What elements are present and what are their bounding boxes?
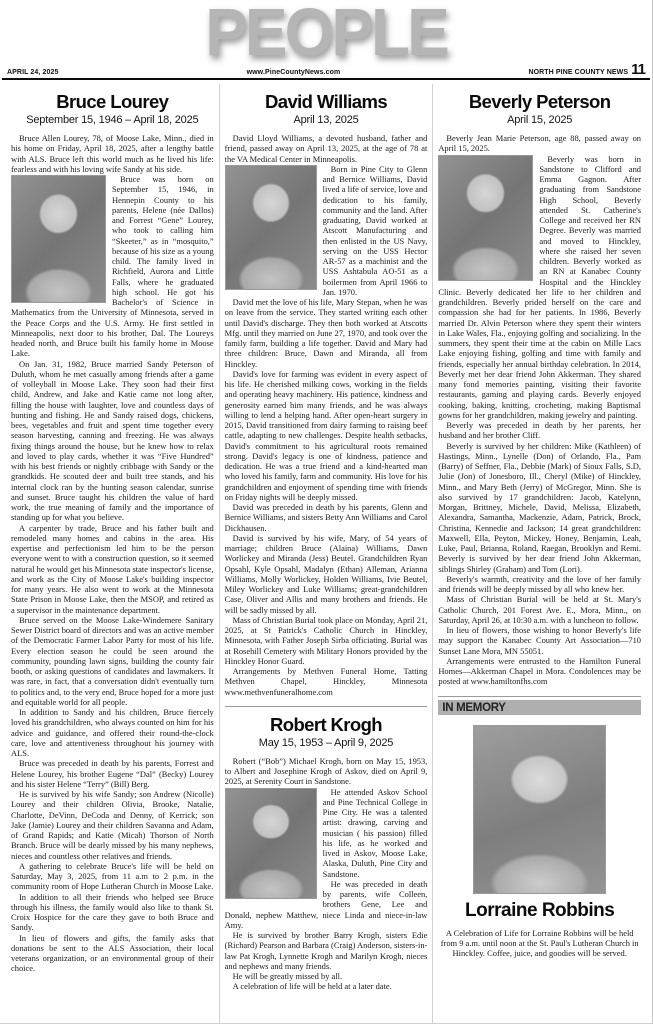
publication-name: NORTH PINE COUNTY NEWS (528, 69, 629, 76)
page-number: 11 (631, 61, 645, 78)
section-divider (225, 706, 428, 707)
in-memory-section (438, 700, 641, 959)
obit-paragraph: He is survived by his wife Sandy; son Andrew (Nicolle) Lourey and their children Olivia, Brooke, Natalie, Charlotte, DeVinn, DeCoda and Denny, of Kerrick; son Jake (Jamie) Lourey and their children Savanna and Adam, of Grand Rapids; and Katie (Micah) Thorson of North Branch. Bruce will be dearly missed by his many nephews, nieces and countless other relatives and friends. (11, 789, 214, 861)
obituary-body (11, 133, 214, 974)
obituary-name: Beverly Peterson (468, 91, 611, 112)
obituary-name: David Williams (265, 91, 388, 112)
obit-paragraph: Bruce was born on September 15, 1946, in Hennepin County to his parents, Helene (née Dallos) and Forrest “Gene” Lourey, who took to calling him “Skeeter,” as in “mosquito,” because of his size as a young child. The family lived in Richfield, Aurora and Little Falls, where he graduated high school. He got his Bachelor's of Science in Mathematics from the University of Minnesota, served in the Peace Corps and the U.S. Army. He first settled in Minneapolis, next door to his brother, Dal. The Loureys headed north, and Bruce built his family home in Moose Lake. (11, 174, 214, 359)
obituary-dates: May 15, 1953 – April 9, 2025 (258, 736, 394, 749)
obituary-name: Robert Krogh (270, 713, 383, 735)
issue-date: APRIL 24, 2025 (7, 69, 59, 76)
obit-paragraph: He was preceded in death by parents, wife Colleen, brothers Gene, Lee and Donald, nephew Matthew, niece Linda and niece-in-law Amy. (224, 878, 428, 930)
obit-paragraph: He is survived by brother Barry Krogh, sisters Edie (Richard) Pearson and Barbara (Craig) Anderson, sisters-in-law Pat Krogh, Lynnette Krogh and Marilyn Krogh, nieces and nephews and many friends. (224, 930, 428, 971)
obituary-name: Bruce Lourey (56, 91, 169, 112)
obit-paragraph: Beverly's warmth, creativity and the love of her family and friends will be deeply missed by all who knew her. (438, 573, 642, 594)
obit-paragraph: Bruce was preceded in death by his parents, Forrest and Helene Lourey, his brother Eugene “Dal” (Becky) Lourey and his sister Helene “Terry” (Bill) Berg. (11, 758, 214, 789)
in-memory-name: Lorraine Robbins (465, 899, 615, 921)
bruce-lourey-photo (11, 175, 106, 303)
obit-paragraph: Mass of Christian Burial took place on Monday, April 21, 2025, at St Patrick's Catholic Church in Hinckley, Minnesota, with Father Joseph Sirba officiating. Burial was at Rosehill Cemetery with Military Honors provided by the Hinckley Honor Guard. (224, 614, 428, 666)
obit-paragraph: Bruce Allen Lourey, 78, of Moose Lake, Minn., died in his home on Friday, April 18, 2025, after a lengthy battle with ALS. Bruce left this world much as he lived his life: fearless and with his loving wife Sandy at his side. (11, 133, 214, 174)
obit-paragraph: Robert (“Bob”) Michael Krogh, born on May 15, 1953, to Albert and Josephine Krogh of Askov, died on April 9, 2025, at Serenity Court in Sandstone. (224, 755, 428, 787)
obit-paragraph: In addition to Sandy and his children, Bruce fiercely loved his grandchildren, who always counted on him for his advice and guidance, and offered their round-the-clock care, love and attentiveness throughout his journey with ALS. (11, 707, 214, 758)
obit-paragraph: On Jan. 31, 1982, Bruce married Sandy Peterson of Duluth, whom he met casually among friends after a game of volleyball in Moose Lake. They soon had their first child, Andrew, and Jake and Katie came not long after, filling the house with laughter, love and countless days of hunting and fishing. He and Sandy raised dogs, chickens, bees, vegetables and fruit and spent time together every season harvesting, canning and freezing. He was always fixing things around the house, but he knew how to relax and loved to play cards, whether it was “Five Hundred” with his best friends or nightly cribbage with Sandy or the grandkids. He scouted deer and built tree stands, and his internal clock ran by the hunting season calendar, sunrise and sunset. Bruce taught his children the value of hard work, the true meaning of family and the importance of standing up for what you believe. (11, 358, 214, 523)
in-memory-text: A Celebration of Life for Lorraine Robbins will be held from 9 a.m. until noon at the St. Paul's Lutheran Church in Hinckley. Coffee, juice, and goodies will be served. (440, 927, 639, 958)
website-text: www.PineCountyNews.com (246, 69, 341, 76)
obit-paragraph: Born in Pine City to Glenn and Bernice Williams, David lived a life of service, love and dedication to his family, community and the land. After graduating, David worked at Atscott Manufacturing and then enlisted in the US Navy, serving on the USS Hector AR-57 as a machinist and the USS Ashtabula AO-51 as a boilermen from April 1966 to Jan. 1970. (322, 163, 428, 297)
publication-group (528, 61, 645, 78)
obit-paragraph: David met the love of his life, Mary Stepan, when he was on leave from the service. They started writing each other until David's discharge. They then both worked at Atscotts Mfg. until they married on June 27, 1970, and took over the family farm, building a life together. David and Mary had three children: Bruce, Dawn and Miranda, all from Hinckley. (224, 297, 428, 369)
column-2 (219, 84, 433, 1024)
obit-paragraph: Bruce served on the Moose Lake-Windemere Sanitary Sewer District board of directors and was an active member of the Democratic Farmer Labor Party for most of his life. Every election season he could be seen around the community, pounding lawn signs, building the county fair booth, or asking questions of candidates and lawmakers. It was rare, in fact, that a conversation didn't eventually turn to politics and, to the very end, Bruce hoped for a more just and equitable world for all people. (11, 614, 214, 707)
beverly-peterson-photo (438, 155, 533, 281)
obituary-david-williams (225, 92, 428, 697)
obit-paragraph: David Lloyd Williams, a devoted husband, father and friend, passed away on April 13, 2025, at the age of 78 at the VA Medical Center in Minneapolis. (224, 133, 428, 164)
obituary-dates: April 13, 2025 (293, 114, 359, 126)
obit-paragraph: Beverly was preceded in death by her parents, her husband and her brother Cliff. (438, 420, 642, 441)
obit-paragraph: Mass of Christian Burial will be held at St. Mary's Catholic Church, 201 Forest Ave. E., Mora, Minn., on Saturday, April 26, at 10:30 a.m. with a luncheon to follow. (438, 594, 642, 625)
obit-paragraph: Arrangements by Methven Funeral Home, Tatting Methven Chapel, Hinckley, Minnesota www.methvenfuneralhome.com (224, 666, 428, 697)
obituary-body (225, 756, 428, 992)
obit-paragraph: He will be greatly missed by all. (232, 971, 343, 981)
obituary-body (225, 133, 428, 697)
obituary-beverly-peterson (438, 92, 641, 687)
obit-paragraph: A celebration of life will be held at a later date. (232, 981, 392, 992)
section-title: PEOPLE (205, 0, 447, 70)
obit-paragraph: David is survived by his wife, Mary, of 54 years of marriage; children Bruce (Alaina) Williams, Dawn Worlickey and Miranda (Jess) Beutel. Grandchildren Ryan Opsahl, Kyle Opsahl, Madalyn (Ethan) Alleman, Arianna Williams, Molly Worlickey, Holden Williams, Ivie Beutel, Miley Worlickey and Luke Williams; great-grandchildren Case, Oliver and Allis and many brothers and friends. He will be sadly missed by all. (224, 532, 428, 615)
obituary-body (438, 133, 641, 687)
obit-paragraph: In lieu of flowers and gifts, the family asks that donations be sent to the ALS Association, their local veterans organization, or an environmental group of their choice. (11, 932, 214, 974)
obit-paragraph: He attended Askov School and Pine Technical College in Pine City. He was a talented artist: drawing, carving and musician ( his passion) filled his life, as he worked and lived in Askov, Moose Lake, Alaska, Duluth, Pine City and Sandstone. (322, 786, 428, 879)
obit-paragraph: David's love for farming was evident in every aspect of his life. He cherished milking cows, working in the fields and operating heavy machinery. His patience, kindness and generosity earned him many friends, and he was always willing to lend a helping hand. After open-heart surgery in 2015, David transitioned from dairy farming to raising beef cattle, adapting to new challenges. Despite health setbacks, David's commitment to his agricultural roots remained strong. David's legacy is one of kindness, patience and dedication. He was a true friend and a kind-hearted man who loved his family, farm and community. His love for his grandchildren and enjoyment of spending time with friends on Friday nights will be deeply missed. (224, 368, 428, 502)
david-williams-photo (225, 165, 317, 290)
obit-paragraph: Beverly is survived by her children: Mike (Kathleen) of Hastings, Minn., Lynelle (Don) of Orlando, Fla., Pam (Barry) of Seffner, Fla., Debbie (Mark) of Sioux Falls, S.D, Julie (Jon) of Jonesboro, Ill., Cheryl (Mike) of Hinckley, Minn., and Mary Beth (Jerry) of McGregor, Minn. She is also survived by 17 grandchildren: Jacob, Katelynn, Morgan, Brittney, Michele, David, Melissa, Elizabeth, Alexandra, Samantha, Mackenzie, Adam, Patrick, Brock, Christina, Kennedie and Jackson; 14 great grandchildren: Maxwell, Ella, Peyton, Mickey, Honey, Benjamin, Leah, Luke, Paul, Brianna, Roland, Raegan, Brooklyn and Remi. Beverly is survived by her dear friend John Akkerman, siblings Shirley (Graham) and Tom (Lori). (438, 440, 642, 574)
obit-paragraph: In addition to all their friends who helped see Bruce through his illness, the family would also like to thank St. Croix Hospice for the care they gave to both Bruce and Sandy. (11, 891, 214, 933)
obituary-bruce-lourey (11, 92, 214, 974)
lorraine-robbins-photo (473, 725, 606, 894)
obit-paragraph: A gathering to celebrate Bruce's life will be held on Saturday, May 3, 2025, from 11 a.m to 2 p.m. in the community room of Hope Lutheran Church in Moose Lake. (11, 860, 214, 892)
robert-krogh-photo (225, 788, 317, 899)
column-layout (0, 80, 652, 1024)
obit-paragraph: Arrangements were entrusted to the Hamilton Funeral Homes—Akkerman Chapel in Mora. Condolences may be posted at www.hamiltonfhs.com (438, 655, 642, 687)
obituary-robert-krogh (225, 715, 428, 992)
in-memory-header: IN MEMORY (438, 700, 641, 715)
obit-paragraph: Beverly was born in Sandstone to Clifford and Emma Gagnon. After graduating from Sandstone High School, Beverly attended St. Catherine's College and received her RN Degree. Beverly was married and moved to Hinckley, where she raised her seven children. Beverly worked as an RN at Kanabec County Hospital and the Hinckley Clinic. Beverly dedicated her life to her children and grandchildren. Beverly prided herself on the care and compassion she had for her patients. In 1986, Beverly married Dr. Alvin Peterson where they spent their winters in Lake Wales, Fla., enjoying golfing and socializing. In the summers, they spent their time at the cabin on Mille Lacs Lake enjoying fishing, golfing and time with family and friends, especially her annual birthday celebration. In 2014, Beverly met her dear friend John Akkerman. They shared many fond memories painting, visiting their favorite restaurants, gaming and playing cards. Beverly enjoyed cooking, baking, knitting, crocheting, making Baptismal gowns for her grandchildren, making jewelry and painting. (438, 153, 642, 420)
column-3 (432, 84, 646, 1024)
obit-paragraph: David was preceded in death by his parents, Glenn and Bernice Williams, and sisters Betty Ann Williams and Carol Dickhausen. (224, 502, 428, 533)
obituary-dates: April 15, 2025 (507, 114, 573, 126)
obit-paragraph: Beverly Jean Marie Peterson, age 88, passed away on April 15, 2025. (438, 133, 642, 154)
obituary-dates: September 15, 1946 – April 18, 2025 (26, 114, 199, 126)
obit-paragraph: In lieu of flowers, those wishing to honor Beverly's life may support the Kanabec County Art Association—710 Sunset Lane Mora, MN 55051. (438, 625, 642, 656)
column-1 (6, 84, 219, 1024)
section-divider (438, 696, 641, 697)
obit-paragraph: A carpenter by trade, Bruce and his father built and remodeled many homes and cabins in the area. His expertise and perfectionism led him to be the person everyone went to with a construction question, so it seemed natural he would get his Minnesota state inspector's license, and work as the City of Moose Lake's building inspector for many years. He also went to work at the Minnesota State Prison in Moose Lake, then the MSOP, and retired as a supervisor in the maintenance department. (11, 522, 214, 615)
